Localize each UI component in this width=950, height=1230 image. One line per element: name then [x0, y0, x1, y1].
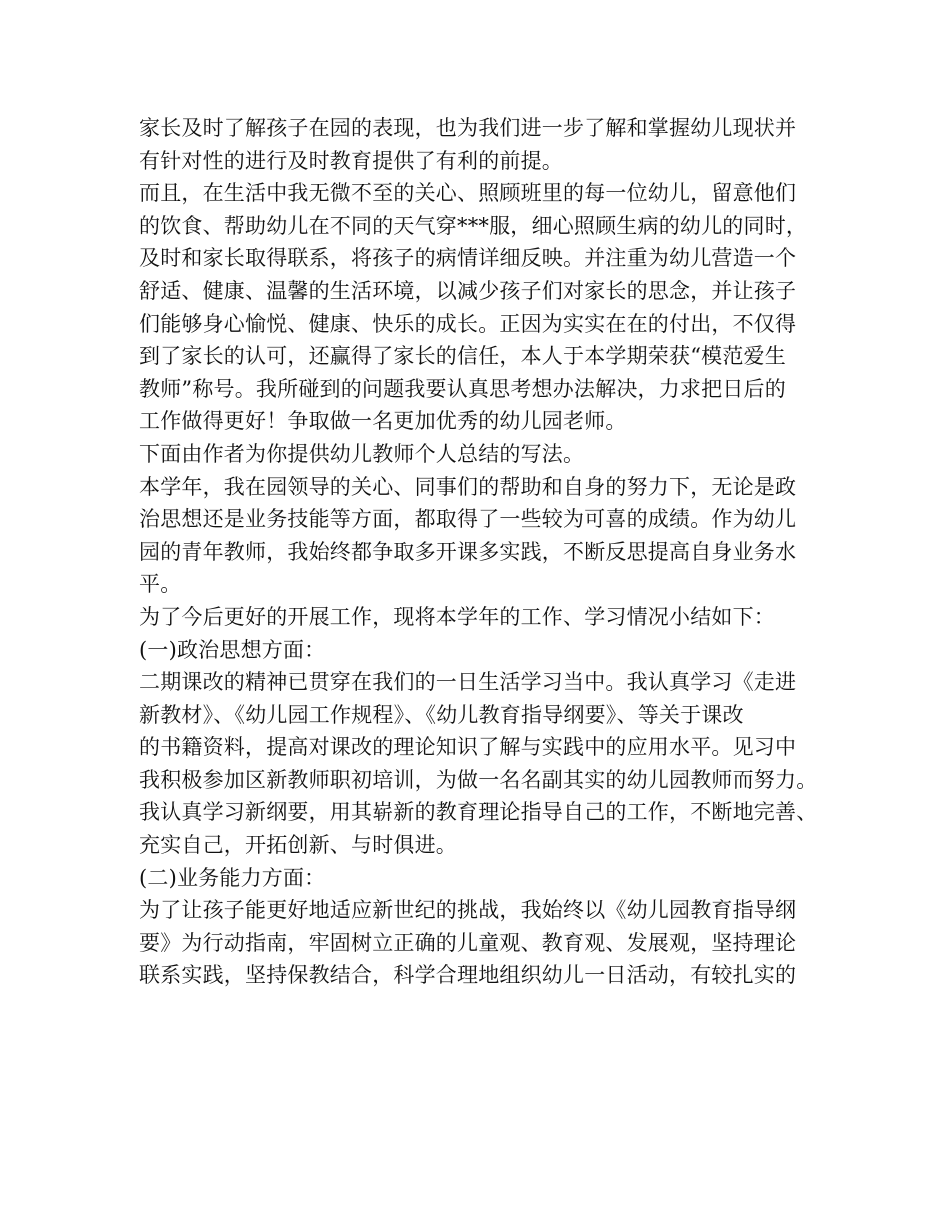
- text-line: 及时和家长取得联系，将孩子的病情详细反映。并注重为幼儿营造一个: [139, 246, 797, 271]
- text-line: 我积极参加区新教师职初培训，为做一名名副其实的幼儿园教师而努力。: [139, 767, 818, 792]
- text-line: 本学年，我在园领导的关心、同事们的帮助和自身的努力下，无论是政: [139, 474, 797, 499]
- text-line: 新教材》、《幼儿园工作规程》、《幼儿教育指导纲要》、等关于课改: [139, 702, 744, 727]
- text-line: 为了让孩子能更好地适应新世纪的挑战，我始终以《幼儿园教育指导纲: [139, 898, 797, 923]
- text-line: 工作做得更好！争取做一名更加优秀的幼儿园老师。: [139, 409, 627, 434]
- section-heading: (二)业务能力方面：: [139, 865, 326, 890]
- text-line: 联系实践，坚持保教结合，科学合理地组织幼儿一日活动，有较扎实的: [139, 963, 797, 988]
- text-line: 教师”称号。我所碰到的问题我要认真思考想办法解决，力求把日后的: [139, 376, 786, 401]
- document-body: [139, 112, 829, 992]
- text-line: 的书籍资料，提高对课改的理论知识了解与实践中的应用水平。见习中: [139, 735, 797, 760]
- text-line: 们能够身心愉悦、健康、快乐的成长。正因为实实在在的付出，不仅得: [139, 311, 797, 336]
- text-line: 有针对性的进行及时教育提供了有利的前提。: [139, 148, 563, 173]
- text-line: 下面由作者为你提供幼儿教师个人总结的写法。: [139, 441, 585, 466]
- text-line: 到了家长的认可，还赢得了家长的信任，本人于本学期荣获“模范爱生: [139, 344, 786, 369]
- text-line: 家长及时了解孩子在园的表现，也为我们进一步了解和掌握幼儿现状并: [139, 116, 797, 140]
- text-line: 平。: [139, 572, 182, 597]
- text-line: 充实自己，开拓创新、与时俱进。: [139, 833, 457, 858]
- text-line: 二期课改的精神已贯穿在我们的一日生活学习当中。我认真学习《走进: [139, 670, 797, 695]
- text-line: 的饮食、帮助幼儿在不同的天气穿***服，细心照顾生病的幼儿的同时，: [139, 213, 808, 238]
- text-line: 为了今后更好的开展工作，现将本学年的工作、学习情况小结如下：: [139, 604, 775, 629]
- text-line: 舒适、健康、温馨的生活环境，以减少孩子们对家长的思念，并让孩子: [139, 278, 797, 303]
- text-line: 治思想还是业务技能等方面，都取得了一些较为可喜的成绩。作为幼儿: [139, 507, 797, 532]
- text-line: 要》为行动指南，牢固树立正确的儿童观、教育观、发展观，坚持理论: [139, 930, 797, 955]
- section-heading: (一)政治思想方面：: [139, 637, 326, 662]
- text-line: 园的青年教师，我始终都争取多开课多实践，不断反思提高自身业务水: [139, 539, 797, 564]
- text-line: 而且，在生活中我无微不至的关心、照顾班里的每一位幼儿，留意他们: [139, 181, 797, 206]
- text-line: 我认真学习新纲要，用其崭新的教育理论指导自己的工作，不断地完善、: [139, 800, 818, 825]
